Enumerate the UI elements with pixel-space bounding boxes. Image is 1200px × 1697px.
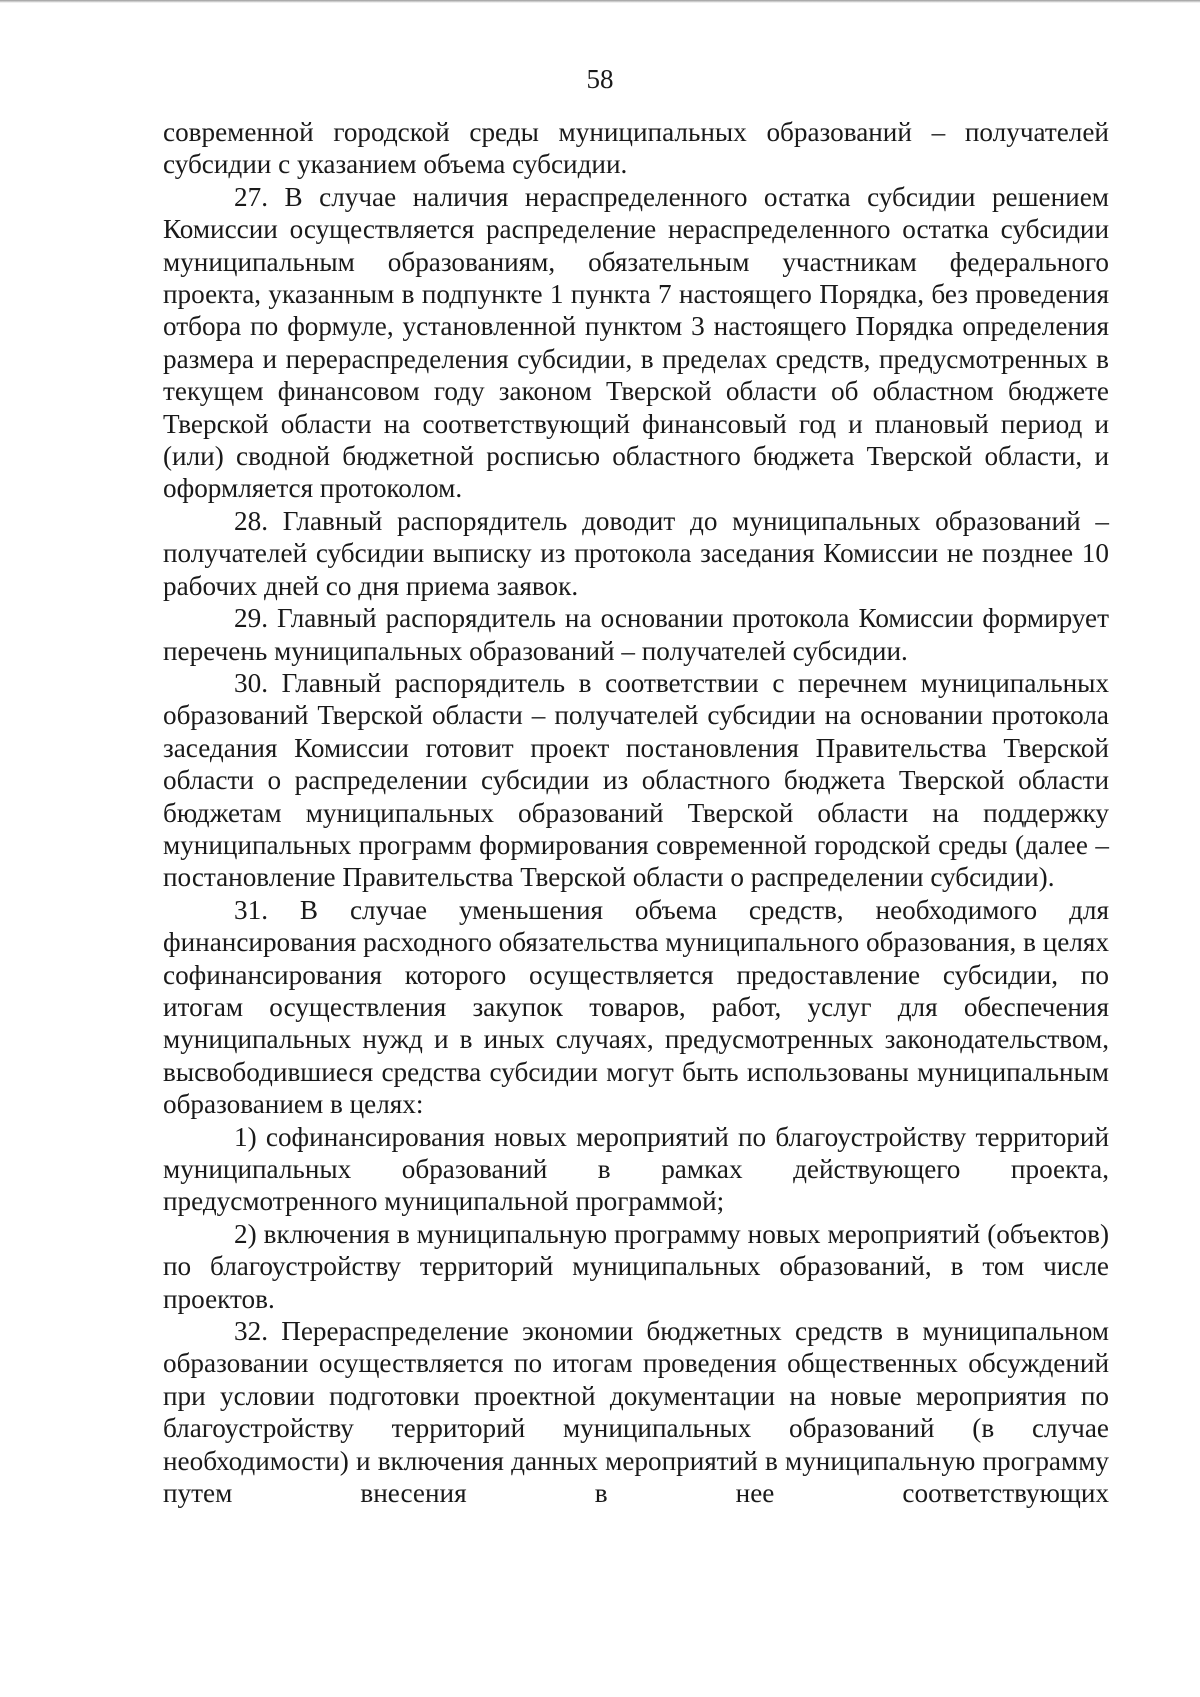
document-body — [163, 116, 1109, 1509]
paragraph-32: 32. Перераспределение экономии бюджетных средств в муниципальном образовании осуществляется по итогам проведения общественных обсуждений при условии подготовки проектной документации на новые мероприятия по благоустройству территорий муниципальных образований (в случае необходимости) и включения данных мероприятий в муниципальную программу путем внесения в нее соответствующих — [163, 1316, 1109, 1509]
paragraph-31: 31. В случае уменьшения объема средств, необходимого для финансирования расходного обязательства муниципального образования, в целях софинансирования которого осуществляется предоставление субсидии, по итогам осуществления закупок товаров, работ, услуг для обеспечения муниципальных нужд и в иных случаях, предусмотренных законодательством, высвободившиеся средства субсидии могут быть использованы муниципальным образованием в целях: — [163, 894, 1109, 1120]
paragraph-27: 27. В случае наличия нераспределенного остатка субсидии решением Комиссии осуществляется распределение нераспределенного остатка субсидии муниципальным образованиям, обязательным участникам федерального проекта, указанным в подпункте 1 пункта 7 настоящего Порядка, без проведения отбора по формуле, установленной пунктом 3 настоящего Порядка определения размера и перераспределения субсидии, в пределах средств, предусмотренных в текущем финансовом году законом Тверской области об областном бюджете Тверской области на соответствующий финансовый год и плановый период и (или) сводной бюджетной росписью областного бюджета Тверской области, и оформляется протоколом. — [163, 181, 1109, 504]
scan-edge — [0, 0, 1200, 3]
paragraph-29: 29. Главный распорядитель на основании протокола Комиссии формирует перечень муниципальных образований – получателей субсидии. — [163, 603, 1109, 666]
list-item-1: 1) софинансирования новых мероприятий по благоустройству территорий муниципальных образований в рамках действующего проекта, предусмотренного муниципальной программой; — [163, 1121, 1109, 1217]
list-item-2: 2) включения в муниципальную программу новых мероприятий (объектов) по благоустройству территорий муниципальных образований, в том числе проектов. — [163, 1218, 1109, 1314]
page-number: 58 — [586, 64, 614, 94]
paragraph-continuation: современной городской среды муниципальных образований – получателей субсидии с указанием объема субсидии. — [163, 117, 1109, 180]
paragraph-28: 28. Главный распорядитель доводит до муниципальных образований – получателей субсидии выписку из протокола заседания Комиссии не позднее 10 рабочих дней со дня приема заявок. — [163, 505, 1109, 601]
paragraph-30: 30. Главный распорядитель в соответствии с перечнем муниципальных образований Тверской области – получателей субсидии на основании протокола заседания Комиссии готовит проект постановления Правительства Тверской области о распределении субсидии из областного бюджета Тверской области бюджетам муниципальных образований Тверской области на поддержку муниципальных программ формирования современной городской среды (далее – постановление Правительства Тверской области о распределении субсидии). — [163, 667, 1109, 893]
